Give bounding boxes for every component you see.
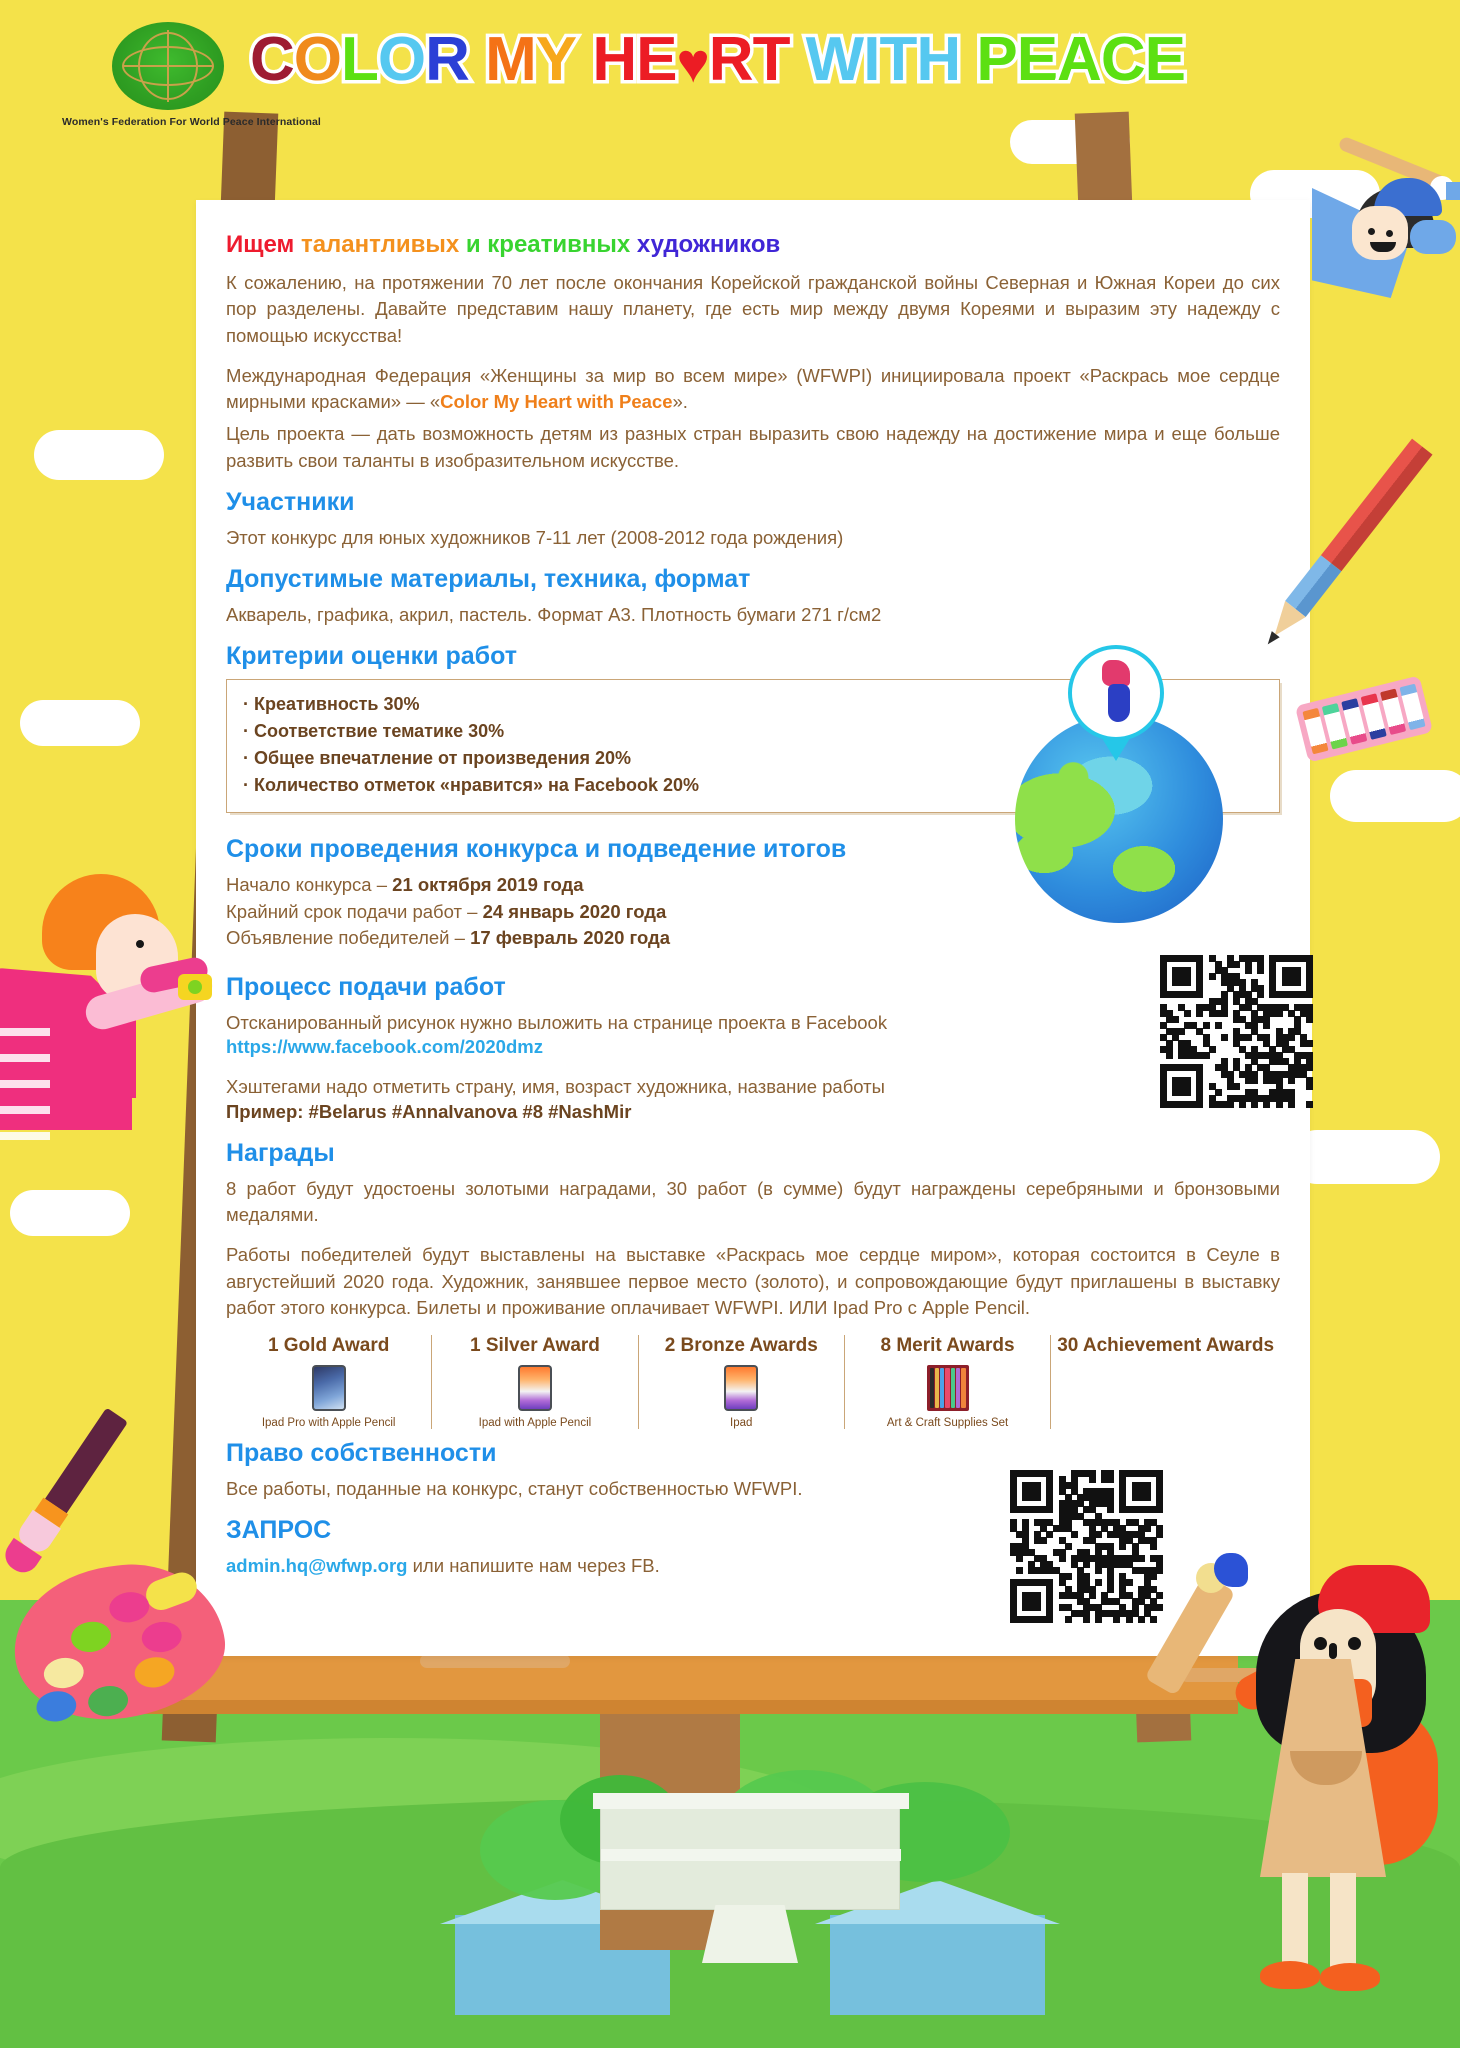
ownership-text: Все работы, поданные на конкурс, станут собственностью WFWPI. xyxy=(226,1478,803,1500)
section-heading-awards: Награды xyxy=(226,1138,335,1167)
date-value: 21 октября 2019 года xyxy=(392,874,584,896)
section-heading-ownership: Право собственности xyxy=(226,1439,497,1468)
title-letter: E xyxy=(1016,25,1058,94)
awards-row xyxy=(226,1335,1280,1429)
title-letter: H xyxy=(592,25,637,94)
tray-mark xyxy=(420,1654,570,1668)
title-letter: R xyxy=(708,25,753,94)
intro-paragraph-2 xyxy=(226,363,1280,416)
award-item xyxy=(432,1335,638,1429)
title-letter: T xyxy=(752,25,790,94)
section-heading-inquiry: ЗАПРОС xyxy=(226,1516,332,1545)
title-letter: ♥ xyxy=(676,31,709,94)
title-letter: I xyxy=(863,25,880,94)
cloud-shape xyxy=(10,1190,130,1236)
award-item xyxy=(639,1335,845,1429)
intro-p2-text-a: Международная Федерация «Женщины за мир во всем мире» (WFWPI) инициировала проект «Раскрась мое сердце мирными красками» — « xyxy=(226,364,1280,413)
section-heading-dates: Сроки проведения конкурса и подведение итогов xyxy=(226,835,847,864)
award-title: 2 Bronze Awards xyxy=(664,1335,818,1357)
title-letter: R xyxy=(425,25,469,94)
intro-p2-text-b: ». xyxy=(672,391,688,413)
qr-code-facebook xyxy=(1160,955,1312,1107)
easel-tray-shadow xyxy=(128,1700,1238,1714)
title-letter: M xyxy=(485,25,536,94)
heading-part: Ищем xyxy=(226,231,301,258)
intro-paragraph-1: К сожалению, на протяжении 70 лет после окончания Корейской гражданской войны Северная и Южная Кореи до сих пор разделены. Давайте представим нашу планету, где есть мир между двумя Кореями и выразим эту надежду с помощью искусства! xyxy=(226,272,1280,346)
award-title: 30 Achievement Awards xyxy=(1057,1335,1275,1357)
award-caption: Ipad with Apple Pencil xyxy=(478,1417,592,1430)
inquiry-rest: или напишите нам через FB. xyxy=(407,1555,660,1577)
awards-paragraph-1: 8 работ будут удостоены золотыми наградами, 30 работ (в сумме) будут награждены серебряными и бронзовыми медалями. xyxy=(226,1177,1280,1225)
award-title: 8 Merit Awards xyxy=(880,1335,1015,1357)
award-caption: Ipad xyxy=(730,1417,753,1430)
building-steps xyxy=(702,1905,798,1963)
paint-marker-set-icon xyxy=(1295,675,1433,762)
section-heading-criteria: Критерии оценки работ xyxy=(226,642,517,671)
hashtag-example: Пример: #Belarus #AnnaIvanova #8 #NashMir xyxy=(226,1100,632,1122)
title-letter: E xyxy=(636,25,677,94)
participants-text: Этот конкурс для юных художников 7-11 лет (2008-2012 года рождения) xyxy=(226,526,844,548)
intro-paragraph-3: Цель проекта — дать возможность детям из разных стран выразить свою надежду на достижение мира и еще больше развить свои таланты в изобразительном искусстве. xyxy=(226,423,1280,471)
south-korea-shape xyxy=(1108,684,1130,722)
contact-email[interactable]: admin.hq@wfwp.org xyxy=(226,1555,408,1577)
materials-text: Акварель, графика, акрил, пастель. Формат А3. Плотность бумаги 271 г/см2 xyxy=(226,604,882,626)
heading-part: креативных xyxy=(487,231,637,258)
ipad-icon xyxy=(724,1365,758,1411)
award-item xyxy=(845,1335,1051,1429)
heading-part: художников xyxy=(636,231,781,258)
date-label: Крайний срок подачи работ – xyxy=(226,900,483,922)
facebook-link[interactable]: https://www.facebook.com/2020dmz xyxy=(226,1036,543,1058)
submission-line-1: Отсканированный рисунок нужно выложить на странице проекта в Facebook xyxy=(226,1012,888,1034)
title-letter: W xyxy=(805,25,864,94)
title-letter: P xyxy=(976,25,1017,94)
korea-peninsula-map-pin xyxy=(1068,645,1164,741)
date-value: 24 январь 2020 года xyxy=(482,900,667,922)
date-row xyxy=(226,925,1280,951)
qr-code-contact xyxy=(1010,1470,1162,1622)
blue-hut-right xyxy=(830,1915,1045,2015)
award-caption: Ipad Pro with Apple Pencil xyxy=(261,1417,396,1430)
ipad-icon xyxy=(518,1365,552,1411)
wfwpi-globe-logo-icon xyxy=(112,22,224,110)
ipad-pro-icon xyxy=(312,1365,346,1411)
title-letter: C xyxy=(250,25,294,94)
poster-header xyxy=(0,0,1460,140)
art-supplies-icon xyxy=(927,1365,969,1411)
criteria-item: · Креативность 30% xyxy=(243,694,420,715)
title-letter: O xyxy=(293,25,342,94)
awards-paragraph-2: Работы победителей будут выставлены на выставке «Раскрась мое сердце миром», которая состоится в Сеуле в августейший 2020 года. Художник, занявшее первое место (золото), и сопровождающие будут приглашены в выставку работ этого конкурса. Билеты и проживание оплачивает WFWPI. ИЛИ Ipad Pro с Apple Pencil. xyxy=(226,1244,1280,1318)
award-item xyxy=(226,1335,432,1429)
organization-logo xyxy=(62,22,321,128)
heading-part: и xyxy=(465,231,488,258)
title-letter: Y xyxy=(535,25,577,94)
award-item xyxy=(1051,1335,1280,1429)
section-heading-materials: Допустимые материалы, техника, формат xyxy=(226,565,751,594)
award-title: 1 Gold Award xyxy=(267,1335,390,1357)
cloud-shape xyxy=(1290,1130,1440,1184)
north-korea-shape xyxy=(1102,660,1130,686)
submission-line-2: Хэштегами надо отметить страну, имя, возраст художника, название работы xyxy=(226,1076,885,1098)
project-name-en: Color My Heart with Peace xyxy=(440,391,673,413)
boy-painting-character xyxy=(0,830,230,1160)
title-letter: L xyxy=(341,25,378,94)
logo-caption: Women's Federation For World Peace International xyxy=(62,116,321,128)
section-heading-submission: Процесс подачи работ xyxy=(226,973,506,1002)
title-letter: A xyxy=(1057,25,1101,94)
cloud-shape xyxy=(34,430,164,480)
criteria-item: · Общее впечатление от произведения 20% xyxy=(243,748,632,769)
main-government-building xyxy=(600,1800,900,1910)
title-letter: E xyxy=(1144,25,1185,94)
title-letter: C xyxy=(1100,25,1145,94)
cloud-shape xyxy=(20,700,140,746)
flying-boy-with-brush-character xyxy=(1290,130,1460,320)
date-label: Начало конкурса – xyxy=(226,874,393,896)
award-title: 1 Silver Award xyxy=(469,1335,600,1357)
section-heading-participants: Участники xyxy=(226,487,355,516)
poster-canvas xyxy=(196,200,1310,1656)
heading-part: талантливых xyxy=(300,231,466,258)
date-label: Объявление победителей – xyxy=(226,926,471,948)
title-letter: H xyxy=(916,25,961,94)
girl-with-beret-character xyxy=(1178,1555,1460,2048)
cloud-shape xyxy=(1330,770,1460,822)
poster-title xyxy=(250,24,1450,95)
criteria-item: · Количество отметок «нравится» на Facebook 20% xyxy=(243,775,699,796)
award-caption: Art & Craft Supplies Set xyxy=(886,1417,1009,1430)
title-letter: T xyxy=(879,25,917,94)
criteria-item: · Соответствие тематике 30% xyxy=(243,721,505,742)
paint-brush-icon xyxy=(3,1408,132,1579)
title-letter: O xyxy=(377,25,426,94)
main-heading xyxy=(226,230,1280,260)
date-value: 17 февраль 2020 года xyxy=(470,926,671,948)
